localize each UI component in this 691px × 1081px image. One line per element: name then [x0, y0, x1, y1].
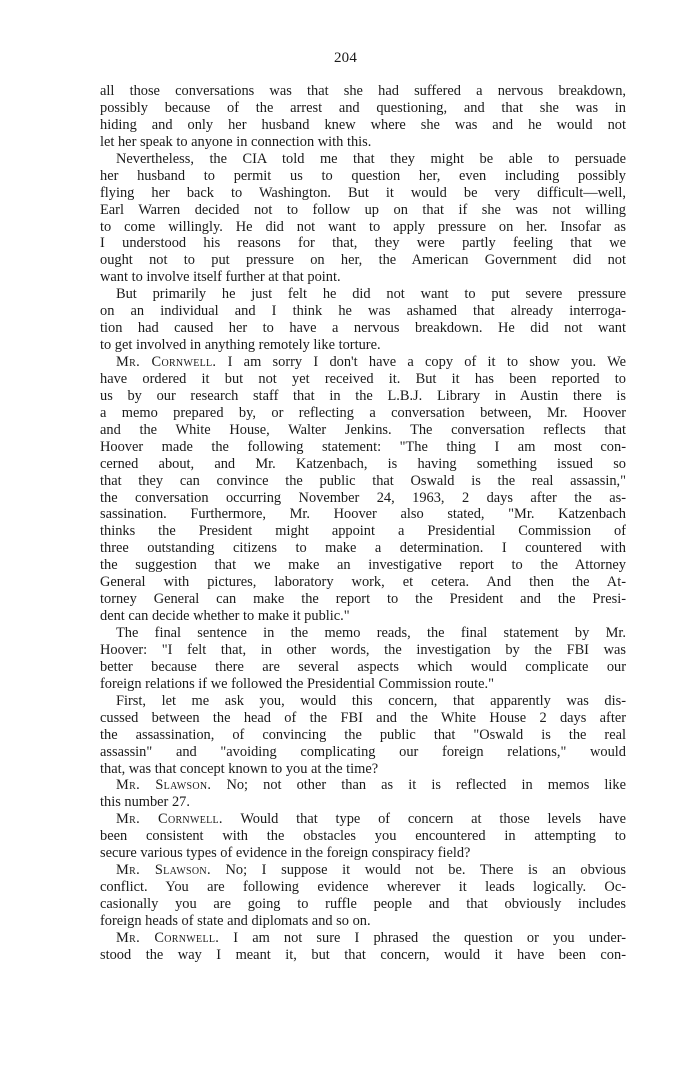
text-line [100, 235, 626, 252]
text-line [100, 676, 626, 693]
text-line [100, 930, 626, 947]
line-text: I am not sure I phrased the question or you under- [219, 929, 626, 946]
text-line [100, 422, 626, 439]
line-text: that they can convince the public that Oswald is the real assassin," [100, 472, 626, 489]
text-line [100, 947, 626, 964]
text-line [100, 794, 626, 811]
text-line [100, 727, 626, 744]
line-text: No; I suppose it would not be. There is an obvious [210, 862, 626, 879]
line-text: foreign relations if we followed the Presidential Commission route." [100, 675, 494, 692]
line-text: hiding and only her husband knew where she was and he would not [100, 116, 626, 133]
line-text: ought not to put pressure on her, the American Government did not [100, 252, 626, 269]
text-line [100, 761, 626, 778]
text-line [100, 625, 626, 642]
line-text: I am sorry I don't have a copy of it to show you. We [216, 354, 626, 370]
text-line [100, 269, 626, 286]
text-line [100, 388, 626, 405]
text-line [100, 862, 626, 879]
text-line [100, 693, 626, 710]
text-line [100, 83, 626, 100]
line-text: thinks the President might appoint a Presidential Commission of [100, 523, 626, 540]
text-line [100, 473, 626, 490]
text-line [100, 168, 626, 185]
line-text: General with pictures, laboratory work, et cetera. And then the At- [100, 574, 626, 591]
line-text: dent can decide whether to make it public." [100, 608, 350, 625]
text-line [100, 320, 626, 337]
line-text: Earl Warren decided not to follow up on that if she was not willing [100, 201, 626, 218]
speaker-name: Mr. Cornwell. [116, 354, 217, 370]
speaker-name: Mr. Slawson. [116, 862, 211, 879]
line-text: have ordered it but not yet received it. But it has been reported to [100, 370, 626, 387]
text-line [100, 845, 626, 862]
transcript-body [100, 83, 626, 964]
line-text: torney General can make the report to the President and the Presi- [100, 591, 626, 608]
text-line [100, 185, 626, 202]
line-text: flying her back to Washington. But it would be very difficult—well, [100, 184, 626, 201]
speaker-name: Mr. Slawson. [116, 777, 212, 794]
text-line [100, 896, 626, 913]
text-line [100, 811, 626, 828]
line-text: Hoover: "I felt that, in other words, the investigation by the FBI was [100, 641, 626, 658]
text-line [100, 439, 626, 456]
line-text: that, was that concept known to you at the time? [100, 760, 379, 777]
line-text: this number 27. [100, 794, 190, 811]
line-text: a memo prepared by, or reflecting a conversation between, Mr. Hoover [100, 404, 626, 421]
line-text: The final sentence in the memo reads, the final statement by Mr. [116, 625, 626, 641]
line-text: the conversation occurring November 24, 1963, 2 days after the as- [100, 489, 626, 506]
line-text: casionally you are going to ruffle people and that obviously includes [100, 896, 626, 912]
text-line [100, 252, 626, 269]
line-text: cussed between the head of the FBI and the White House 2 days after [100, 709, 626, 726]
line-text: and the White House, Walter Jenkins. The conversation reflects that [100, 421, 626, 438]
text-line [100, 303, 626, 320]
line-text: all those conversations was that she had suffered a nervous breakdown, [100, 83, 626, 99]
speaker-name: Mr. Cornwell. [116, 929, 220, 946]
text-line [100, 659, 626, 676]
line-text: sassination. Furthermore, Mr. Hoover also stated, "Mr. Katzenbach [100, 506, 626, 523]
line-text: I understood his reasons for that, they were partly feeling that we [100, 235, 626, 252]
line-text: been consistent with the obstacles you encountered in attempting to [100, 828, 626, 845]
text-line [100, 642, 626, 659]
text-line [100, 456, 626, 473]
line-text: Nevertheless, the CIA told me that they might be able to persuade [116, 150, 626, 167]
text-line [100, 100, 626, 117]
text-line [100, 710, 626, 727]
text-line [100, 608, 626, 625]
line-text: better because there are several aspects which would complicate our [100, 658, 626, 675]
text-line [100, 744, 626, 761]
text-line [100, 557, 626, 574]
line-text: three outstanding citizens to make a determination. I countered with [100, 540, 626, 557]
text-line [100, 286, 626, 303]
line-text: to get involved in anything remotely like torture. [100, 337, 381, 354]
line-text: stood the way I meant it, but that concern, would it have been con- [100, 946, 626, 963]
line-text: tion had caused her to have a nervous breakdown. He did not want [100, 320, 626, 337]
line-text: Hoover made the following statement: "The thing I am most con- [100, 438, 626, 455]
line-text: Would that type of concern at those levels have [222, 811, 626, 828]
line-text: assassin" and "avoiding complicating our foreign relations," would [100, 743, 626, 760]
text-line [100, 405, 626, 422]
line-text: the assassination, of convincing the public that "Oswald is the real [100, 726, 626, 743]
text-line [100, 490, 626, 507]
line-text: But primarily he just felt he did not want to put severe pressure [116, 286, 626, 303]
line-text: possibly because of the arrest and questioning, and that she was in [100, 99, 626, 116]
text-line [100, 151, 626, 168]
line-text: to come willingly. He did not want to apply pressure on her. Insofar as [100, 218, 626, 235]
line-text: conflict. You are following evidence wherever it leads logically. Oc- [100, 879, 626, 896]
line-text: No; not other than as it is reflected in memos like [211, 777, 626, 794]
text-line [100, 117, 626, 134]
text-line [100, 828, 626, 845]
text-line [100, 777, 626, 794]
line-text: us by our research staff that in the L.B.J. Library in Austin there is [100, 387, 626, 404]
text-line [100, 591, 626, 608]
line-text: her husband to permit us to question her, even including possibly [100, 167, 626, 184]
text-line [100, 523, 626, 540]
text-line [100, 913, 626, 930]
page-number: 204 [333, 50, 358, 66]
line-text: the suggestion that we make an investigative report to the Attorney [100, 557, 626, 574]
text-line [100, 202, 626, 219]
line-text: First, let me ask you, would this concern, that apparently was dis- [116, 692, 626, 709]
text-line [100, 337, 626, 354]
text-line [100, 879, 626, 896]
text-line [100, 134, 626, 151]
line-text: cerned about, and Mr. Katzenbach, is having something issued so [100, 455, 626, 472]
line-text: on an individual and I think he was ashamed that already interroga- [100, 303, 626, 320]
line-text: want to involve itself further at that point. [100, 269, 341, 286]
line-text: secure various types of evidence in the foreign conspiracy field? [100, 845, 471, 862]
text-line [100, 574, 626, 591]
line-text: foreign heads of state and diplomats and so on. [100, 912, 371, 929]
text-line [100, 506, 626, 523]
text-line [100, 540, 626, 557]
text-line [100, 354, 626, 371]
text-line [100, 371, 626, 388]
line-text: let her speak to anyone in connection with this. [100, 133, 372, 150]
speaker-name: Mr. Cornwell. [116, 811, 223, 828]
text-line [100, 219, 626, 236]
